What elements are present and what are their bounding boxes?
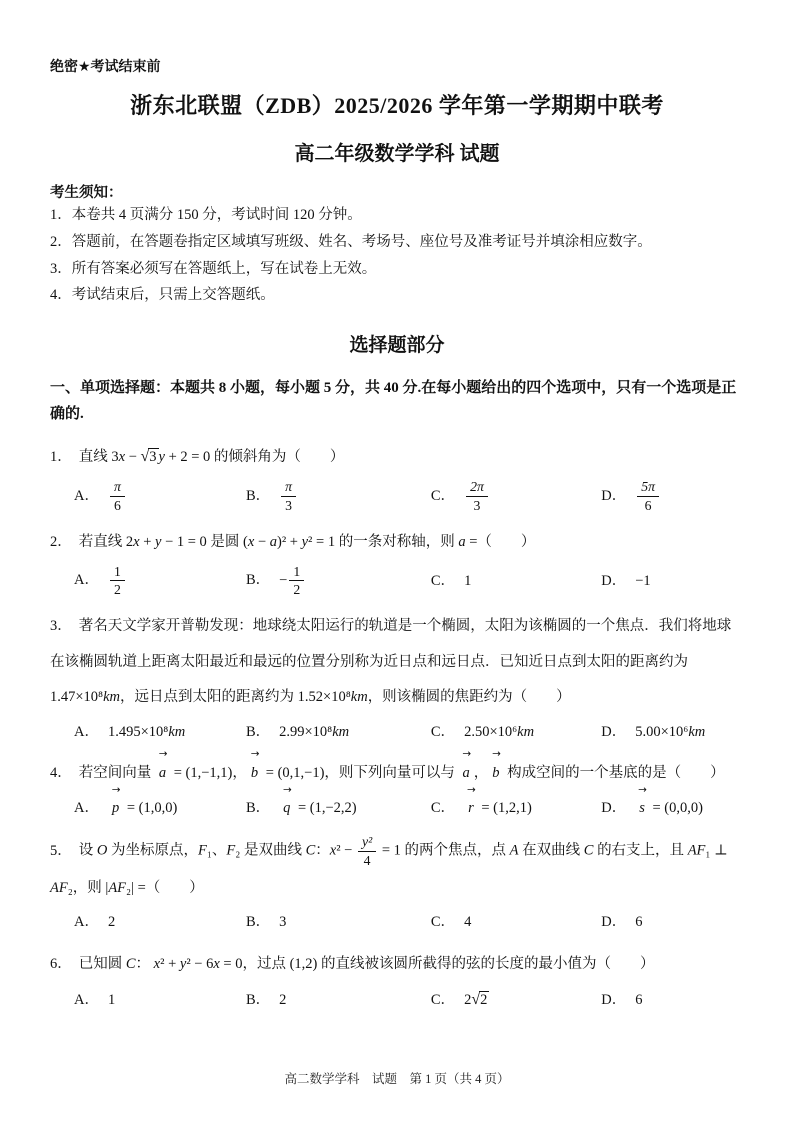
math-variable: y — [158, 449, 165, 466]
vector — [110, 784, 121, 823]
text-run: 为坐标原点， — [107, 842, 198, 859]
text-run: 6 — [635, 914, 643, 931]
option-item — [601, 907, 744, 937]
vector-letter: q — [283, 799, 291, 816]
fraction — [281, 479, 296, 514]
math-variable: km — [688, 723, 706, 740]
options-row — [50, 477, 744, 516]
vector — [157, 747, 168, 792]
text-run: ： — [315, 842, 330, 859]
fraction-numerator: 1 — [110, 564, 125, 582]
option-label: C． — [430, 572, 456, 589]
math-variable: x — [118, 449, 126, 466]
math-variable: a — [458, 534, 466, 551]
fraction-denominator: 6 — [113, 498, 121, 514]
text-run: ₁、 — [206, 842, 227, 859]
option-label: B． — [245, 914, 271, 931]
vector-letter: a — [462, 765, 470, 782]
vector-arrow-icon: → — [158, 747, 168, 760]
text-run: = (0,1,−1)，则下列向量可以与 — [262, 765, 459, 782]
option-item — [246, 477, 431, 516]
math-variable: A — [509, 842, 519, 859]
text-run: = (1,−2,2) — [294, 799, 357, 816]
option-label: A． — [74, 799, 99, 816]
option-label: C． — [430, 799, 456, 816]
math-variable: x — [133, 534, 140, 551]
option-item — [601, 784, 744, 823]
option-label: B． — [245, 723, 271, 740]
math-variable: AF — [108, 879, 127, 896]
vector-arrow-icon: → — [638, 784, 647, 797]
text-run: = 0，过点 (1,2) 的直线被该圆所截得的弦的长度的最小值为（ ） — [219, 955, 655, 972]
option-label: A． — [74, 572, 99, 589]
option-label: D． — [601, 488, 627, 504]
text-run: ₂ 是双曲线 — [235, 842, 306, 859]
text-run: 1 — [107, 991, 116, 1008]
fraction — [358, 834, 376, 869]
math-variable: F — [226, 842, 236, 859]
fraction-denominator: 3 — [473, 498, 481, 514]
question-stem — [50, 947, 744, 983]
text-run: 直线 3 — [78, 449, 119, 466]
option-label: A． — [74, 488, 99, 504]
option-label: C． — [430, 488, 456, 504]
radicand: 3 — [149, 449, 157, 466]
math-variable: C — [305, 842, 316, 859]
math-variable: y — [179, 955, 187, 972]
math-variable: C — [125, 955, 136, 972]
text-run: 1.495×10⁸ — [107, 723, 169, 740]
math-variable: y — [155, 534, 162, 551]
fraction — [466, 479, 488, 514]
notice-item: 2．答题前，在答题卷指定区域填写班级、姓名、考场号、座位号及准考证号并填涂相应数字。 — [50, 233, 652, 250]
question-item — [50, 832, 744, 938]
section-title: 选择题部分 — [349, 335, 445, 357]
option-item — [431, 907, 601, 937]
fraction — [289, 564, 304, 599]
fraction-numerator: 2π — [466, 479, 488, 497]
option-item — [74, 717, 246, 747]
option-item — [246, 717, 431, 747]
math-variable: a — [269, 534, 277, 551]
option-item — [74, 784, 246, 823]
text-run: =（ ） — [465, 534, 536, 551]
option-label: D． — [601, 723, 627, 740]
question-item — [50, 747, 744, 823]
option-item — [245, 784, 431, 823]
text-run: 2 — [107, 914, 116, 931]
text-run: − — [279, 572, 288, 589]
text-run: 6 — [635, 991, 643, 1008]
vector — [466, 784, 476, 823]
option-label: C． — [430, 723, 456, 740]
option-label: C． — [430, 914, 456, 931]
option-label: D． — [601, 572, 627, 589]
question-number: 2． — [50, 534, 72, 551]
question-stem — [50, 832, 744, 906]
notice-item: 4．考试结束后，只需上交答题纸。 — [50, 287, 275, 304]
question-number: 4． — [50, 765, 72, 782]
text-run: + 2 = 0 的倾斜角为（ ） — [164, 449, 345, 466]
fraction-numerator: 1 — [289, 564, 304, 582]
option-label: B． — [245, 572, 271, 589]
option-item — [74, 907, 246, 937]
fraction-numerator: π — [110, 479, 125, 497]
fraction — [110, 564, 125, 599]
text-run: 5.00×10⁶ — [635, 723, 689, 740]
text-run: = 1 的两个焦点，点 — [378, 842, 510, 859]
option-item — [601, 717, 744, 747]
text-run: − — [125, 449, 141, 466]
vector-letter: b — [250, 765, 259, 782]
option-label: A． — [74, 723, 99, 740]
section-instruction: 一、单项选择题：本题共 8 小题，每小题 5 分，共 40 分.在每小题给出的四个选项中，只有一个选项是正确的. — [50, 380, 737, 422]
text-run: ： — [135, 955, 154, 972]
vector-letter: r — [468, 799, 474, 816]
text-run: = (1,2,1) — [477, 799, 532, 816]
option-item — [431, 983, 601, 1017]
radicand: 2 — [480, 992, 488, 1009]
option-item — [74, 985, 246, 1015]
text-run: 若空间向量 — [78, 765, 155, 782]
option-item — [74, 477, 246, 516]
fraction — [637, 479, 659, 514]
vector-letter: a — [158, 765, 167, 782]
vector-letter: s — [639, 799, 645, 816]
text-run: = (0,0,0) — [648, 799, 703, 816]
text-run: 2 — [464, 992, 472, 1009]
radical-sign: √ — [140, 448, 150, 466]
text-run: ，则该椭圆的焦距约为（ ） — [367, 689, 571, 706]
option-label: C． — [430, 992, 456, 1009]
text-run: 的右支上，且 — [593, 842, 688, 859]
option-item — [601, 566, 744, 596]
question-stem — [50, 609, 744, 716]
option-item — [601, 477, 744, 516]
vector — [490, 747, 501, 792]
text-run: ₂，则 | — [67, 879, 109, 896]
vector-arrow-icon: → — [492, 747, 501, 760]
math-variable: x — [247, 534, 255, 551]
text-run: 2.99×10⁸ — [279, 723, 333, 740]
vector-arrow-icon: → — [111, 784, 121, 797]
text-run: ₁ ⊥ — [705, 842, 728, 859]
math-variable: O — [96, 842, 108, 859]
option-label: A． — [74, 914, 99, 931]
options-row — [50, 717, 744, 747]
math-variable: km — [332, 723, 350, 740]
questions-list — [50, 437, 744, 1017]
question-number: 5． — [50, 842, 72, 859]
option-item — [246, 562, 431, 601]
vector — [281, 784, 292, 823]
question-number: 3． — [50, 618, 72, 635]
option-item — [430, 784, 601, 823]
question-number: 1． — [50, 449, 72, 466]
text-run: 2 — [279, 991, 287, 1008]
option-label: D． — [601, 914, 627, 931]
math-variable: C — [583, 842, 594, 859]
math-variable: km — [168, 723, 186, 740]
text-run: − 1 = 0 是圆 ( — [161, 534, 248, 551]
text-run: 4 — [464, 914, 472, 931]
math-variable: x — [213, 955, 220, 972]
option-label: B． — [245, 991, 271, 1008]
square-root — [471, 992, 489, 1008]
question-stem — [50, 437, 744, 476]
page-footer: 高二数学学科 试题 第 1 页（共 4 页） — [284, 1072, 510, 1086]
text-run: − — [254, 534, 270, 551]
vector-letter: b — [492, 765, 500, 782]
vector — [637, 784, 647, 823]
option-item — [246, 907, 431, 937]
fraction-numerator: y² — [358, 834, 376, 852]
text-run: −1 — [635, 572, 651, 589]
fraction — [110, 479, 125, 514]
text-run: 3 — [279, 914, 287, 931]
question-item — [50, 437, 744, 516]
math-variable: AF — [50, 879, 68, 896]
fraction-denominator: 3 — [285, 498, 293, 514]
notice-heading: 考生须知： — [50, 185, 123, 201]
options-row — [50, 907, 744, 937]
classification-label: 绝密★考试结束前 — [50, 60, 161, 75]
notice-item: 3．所有答案必须写在答题纸上，写在试卷上无效。 — [50, 260, 377, 277]
math-variable: km — [350, 689, 368, 706]
text-run: ² = 1 的一条对称轴，则 — [308, 534, 459, 551]
text-run: 若直线 2 — [78, 534, 134, 551]
option-item — [431, 477, 601, 516]
option-item — [601, 985, 744, 1015]
text-run: ， — [473, 765, 489, 782]
page-subtitle: 高二年级数学学科 试题 — [294, 143, 500, 165]
text-run: 2.50×10⁶ — [464, 723, 518, 740]
option-label: A． — [74, 991, 99, 1008]
text-run: ² + — [160, 955, 180, 972]
option-item — [74, 562, 246, 601]
math-variable: F — [197, 842, 207, 859]
option-label: D． — [601, 991, 627, 1008]
vector — [249, 747, 260, 792]
fraction-denominator: 4 — [363, 853, 371, 868]
fraction-numerator: π — [281, 479, 296, 497]
fraction-denominator: 6 — [644, 498, 652, 514]
math-variable: x — [329, 842, 337, 859]
options-row — [50, 562, 744, 601]
vector-arrow-icon: → — [250, 747, 260, 760]
fraction-denominator: 2 — [113, 582, 121, 598]
text-run: = (1,0,0) — [123, 799, 178, 816]
text-run: 设 — [78, 842, 97, 859]
math-variable: y — [301, 534, 309, 551]
vector-arrow-icon: → — [282, 784, 292, 797]
math-variable: km — [517, 723, 535, 740]
text-run: ，远日点到太阳的距离约为 1.52×10⁸ — [120, 689, 351, 706]
question-number: 6． — [50, 955, 72, 972]
math-variable: km — [103, 689, 121, 706]
text-run: + — [139, 534, 155, 551]
option-label: D． — [601, 799, 627, 816]
options-row — [50, 784, 744, 823]
question-item — [50, 525, 744, 600]
text-run: ² − 6 — [186, 955, 214, 972]
options-row — [50, 983, 744, 1017]
option-label: B． — [245, 799, 271, 816]
text-run: 已知圆 — [78, 955, 126, 972]
text-run: ² − — [336, 842, 356, 859]
square-root — [141, 449, 159, 465]
text-run: 1 — [464, 572, 472, 589]
fraction-numerator: 5π — [637, 479, 659, 497]
option-item — [431, 717, 601, 747]
text-run: 构成空间的一个基底的是（ ） — [503, 765, 725, 782]
page-title: 浙东北联盟（ZDB）2025/2026 学年第一学期期中联考 — [130, 93, 664, 118]
option-item — [246, 985, 431, 1015]
text-run: 在双曲线 — [518, 842, 584, 859]
text-run: 著名天文学家开普勒发现：地球绕太阳运行的轨道是一个椭圆，太阳为该椭圆的一个焦点．我们将地球在该椭圆轨道上距离太阳最近和最远的位置分别称为近日点和远日点．已知近日点到太阳的距离约为 1.47×10⁸ — [50, 618, 732, 706]
text-run: = (1,−1,1)， — [170, 765, 247, 782]
question-stem — [50, 525, 744, 561]
fraction-denominator: 2 — [293, 582, 301, 598]
question-item — [50, 609, 744, 747]
radical-sign: √ — [471, 991, 481, 1009]
option-label: B． — [245, 488, 271, 504]
vector-arrow-icon: → — [466, 784, 476, 797]
notice-item: 1．本卷共 4 页满分 150 分，考试时间 120 分钟。 — [50, 207, 362, 223]
option-item — [431, 566, 601, 596]
vector-letter: p — [111, 799, 120, 816]
math-variable: AF — [687, 842, 706, 859]
vector-arrow-icon: → — [462, 747, 472, 760]
notice-list — [50, 202, 744, 309]
math-variable: x — [153, 955, 161, 972]
text-run: )² + — [277, 534, 302, 551]
text-run: ₂| =（ ） — [126, 879, 204, 896]
question-item — [50, 947, 744, 1017]
